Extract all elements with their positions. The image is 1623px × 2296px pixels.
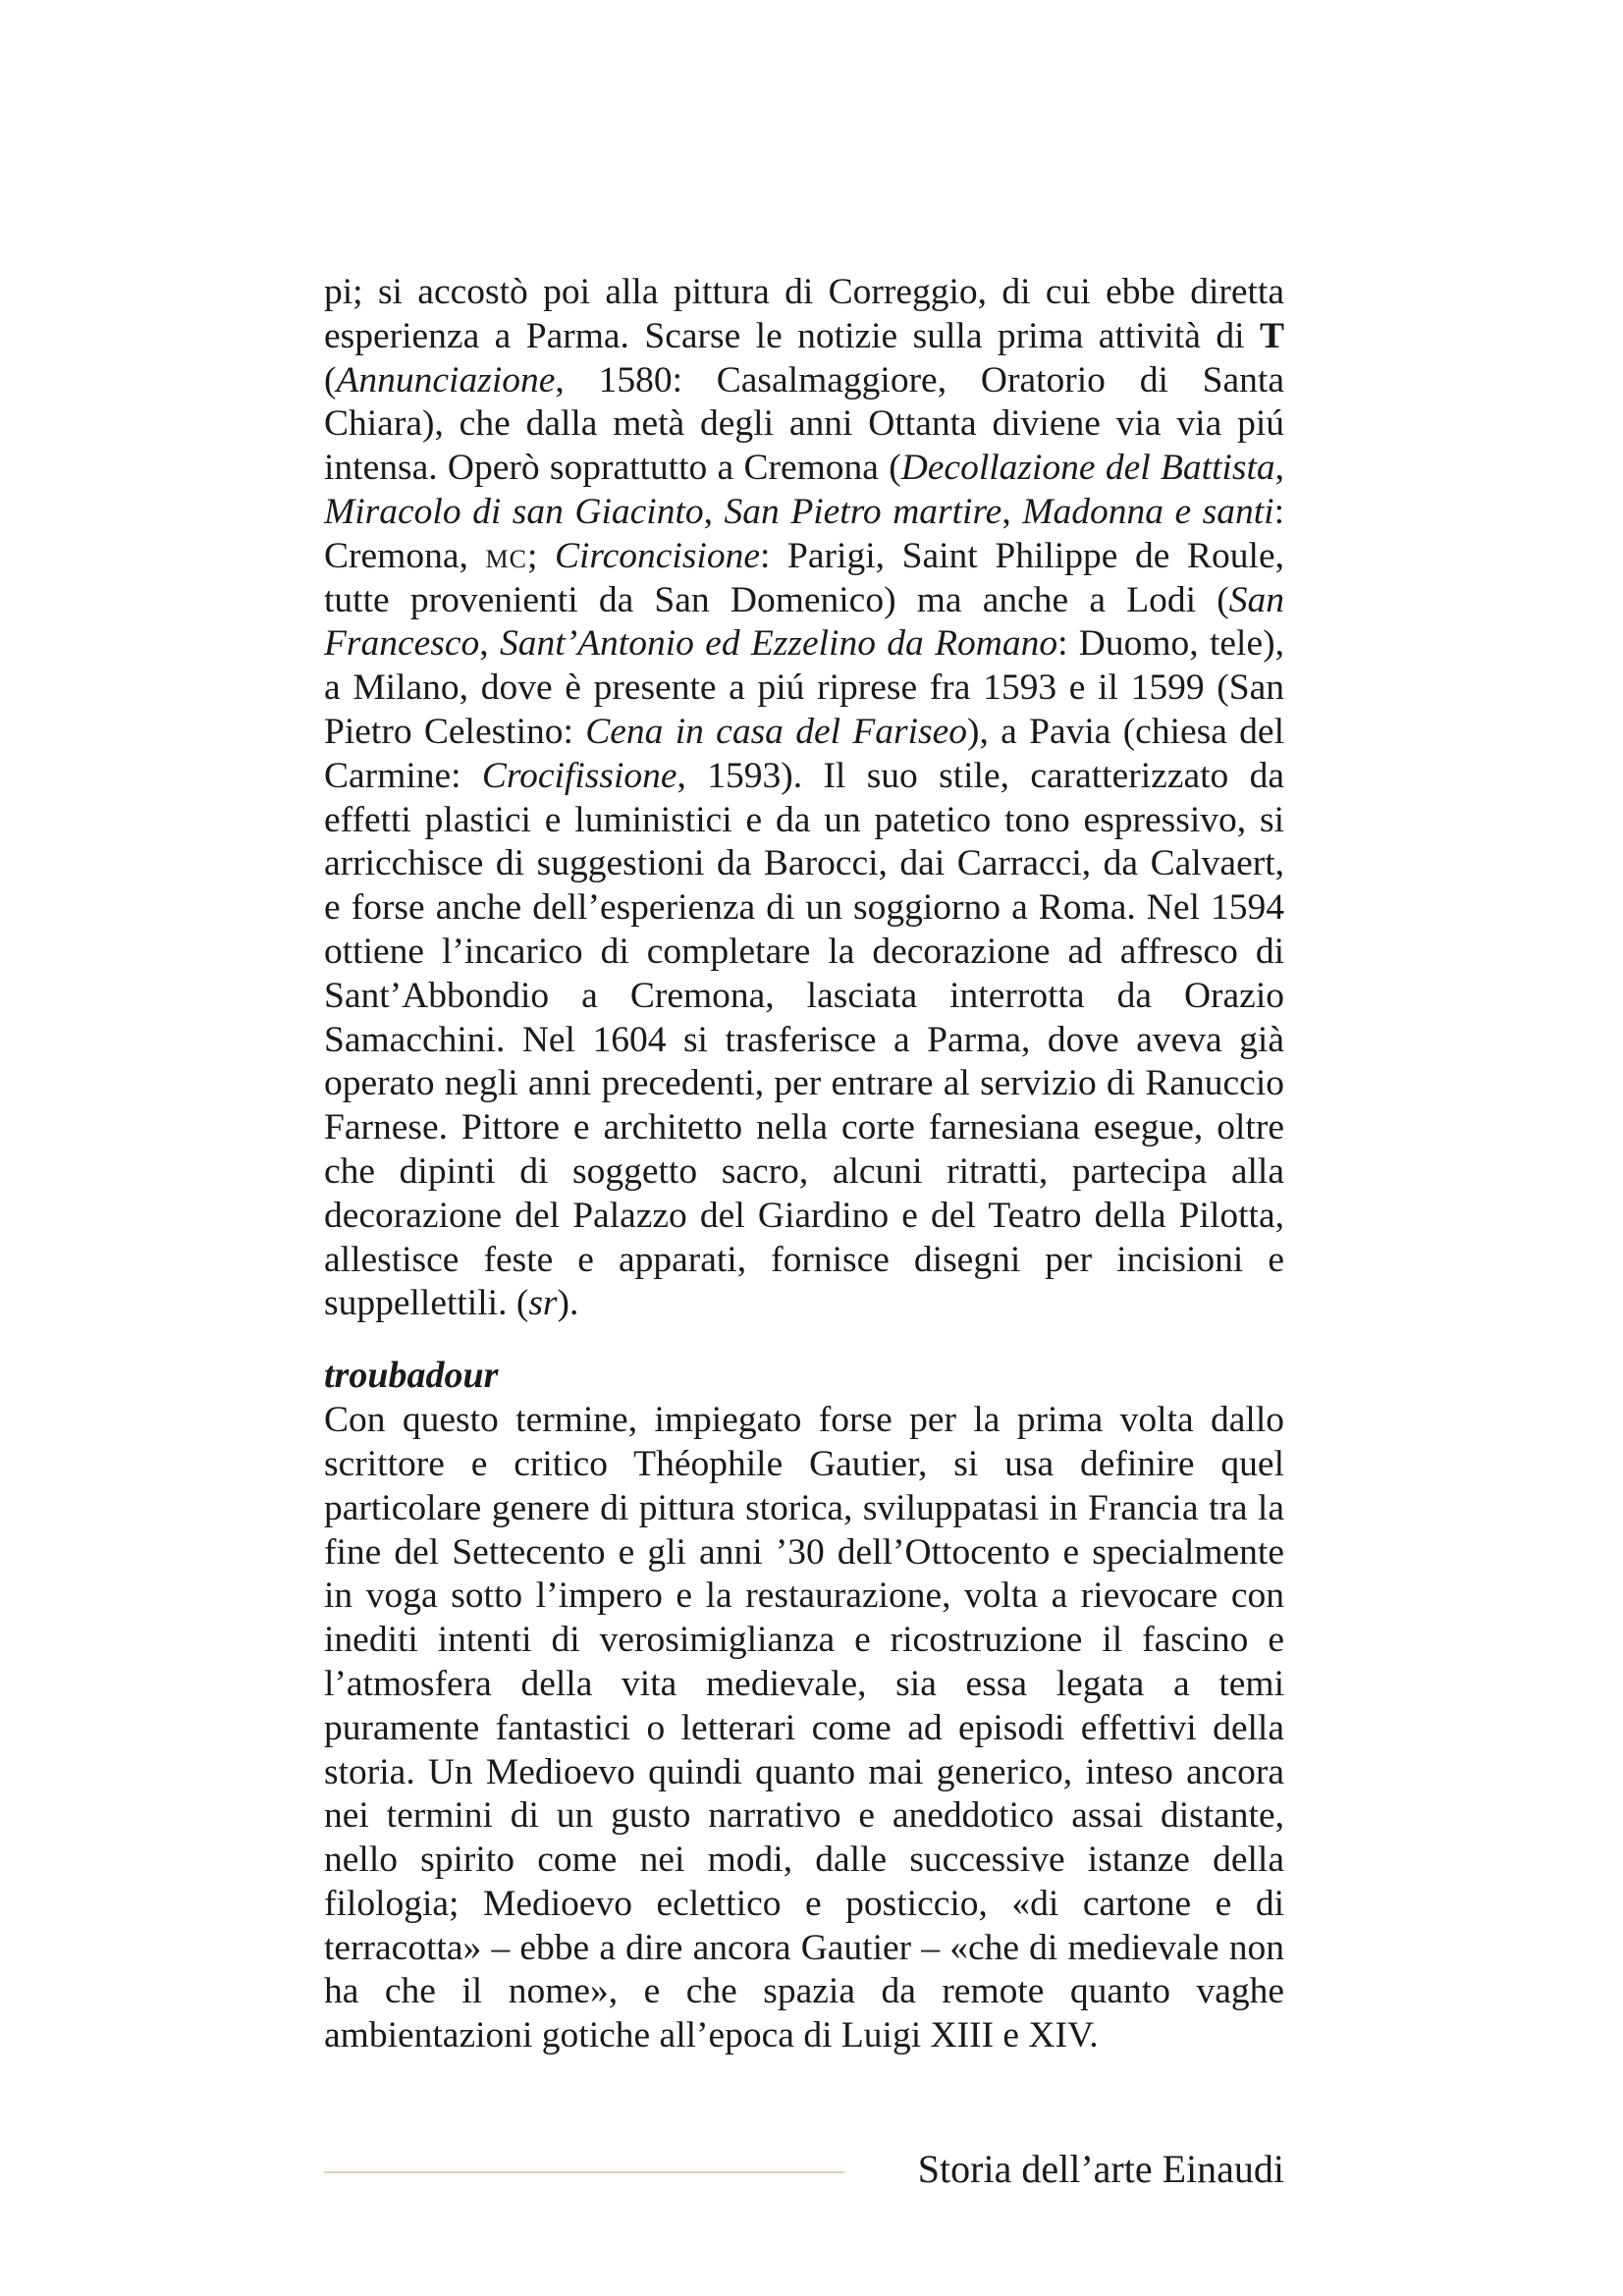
artwork-title: Cena in casa del Fariseo (585, 711, 967, 752)
entry-continuation-paragraph (324, 271, 1284, 1326)
text-run: , 1593). Il suo stile, caratterizzato da effetti plastici e luministici e da un patetico tono espressivo, si arricchisce di suggestioni da Barocci, dai Carracci, da Calvaert, e forse anche dell’esperienza di un soggiorno a Roma. Nel 1594 ottiene l’incarico di completare la decorazione ad affresco di Sant’Abbondio a Cremona, lasciata interrotta da Orazio Samacchini. Nel 1604 si trasferisce a Parma, dove aveva già operato negli anni precedenti, per entrare al servizio di Ranuccio Farnese. Pittore e architetto nella corte farnesiana esegue, oltre che dipinti di soggetto sacro, alcuni ritratti, partecipa alla decorazione del Palazzo del Giardino e del Teatro della Pilotta, allestisce feste e apparati, fornisce disegni per incisioni e suppellettili. ( (324, 755, 1284, 1324)
artwork-title: Madonna e santi (1022, 491, 1274, 532)
artwork-title: Annunciazione (336, 359, 556, 400)
text-run: ( (324, 359, 337, 400)
text-run: , (1001, 491, 1023, 532)
artwork-title: Circoncisione (555, 535, 760, 576)
text-run: ; (526, 535, 555, 576)
entry-headword: troubadour (324, 1355, 499, 1397)
text-run: , (479, 623, 500, 665)
footer-divider (324, 2171, 844, 2173)
entry-troubadour-paragraph: Con questo termine, impiegato forse per la prima volta dallo scrittore e critico Théophile Gautier, si usa definire quel particolare genere di pittura storica, sviluppatasi in Francia tra la fine del Settecento e gli anni ’30 dell’Ottocento e specialmente in voga sotto l’impero e la restaurazione, volta a rievocare con inediti intenti di verosimiglianza e ricostruzione il fascino e l’atmosfera della vita medievale, sia essa legata a temi puramente fantastici o letterari come ad episodi effettivi della storia. Un Medioevo quindi quanto mai generico, inteso ancora nei termini di un gusto narrativo e aneddotico assai distante, nello spirito come nei modi, dalle successive istanze della filologia; Medioevo eclettico e posticcio, «di cartone e di terracotta» – ebbe a dire ancora Gautier – «che di medievale non ha che il nome», e che spazia da remote quanto vaghe ambientazioni gotiche all’epoca di Luigi XIII e XIV. (324, 1400, 1284, 2056)
text-run: : Cremona, (324, 491, 1285, 576)
artwork-title: Sant’Antonio ed Ezzelino da Romano (499, 623, 1058, 665)
text-run: , (703, 491, 725, 532)
artwork-title: Decollazione del Battista (900, 448, 1275, 489)
artwork-title: Miracolo di san Giacinto (324, 491, 704, 532)
footer-publication-title: Storia dell’arte Einaudi (917, 2147, 1284, 2191)
page-content (324, 271, 1284, 2058)
artwork-title: Crocifissione (481, 755, 677, 796)
text-run: pi; si accostò poi alla pittura di Correggio, di cui ebbe diretta esperienza a Parma. Scarse le notizie sulla prima attività di (324, 272, 1284, 356)
text-run: : Parigi, Saint Philippe de Roule, tutte provenienti da San Domenico) ma anche a Lodi ( (324, 535, 1284, 620)
text-run: : Duomo, tele), a Milano, dove è presente a piú riprese fra 1593 e il 1599 (San Pietro Celestino: (324, 623, 1284, 752)
author-initials: sr (528, 1283, 558, 1324)
entry-initial: T (1259, 315, 1284, 356)
page-footer (324, 2142, 1284, 2201)
text-run: , 1580: Casalmaggiore, Oratorio di Santa Chiara), che dalla metà degli anni Ottanta diviene via via piú intensa. Operò soprattutto a Cremona ( (324, 359, 1284, 489)
artwork-title: San Pietro martire (724, 491, 1002, 532)
museum-abbreviation: mc (485, 535, 527, 576)
text-run: ). (557, 1283, 579, 1324)
artwork-title: San Francesco (324, 579, 1284, 665)
text-run: ), a Pavia (chiesa del Carmine: (324, 711, 1284, 796)
text-run: , (1274, 448, 1284, 489)
